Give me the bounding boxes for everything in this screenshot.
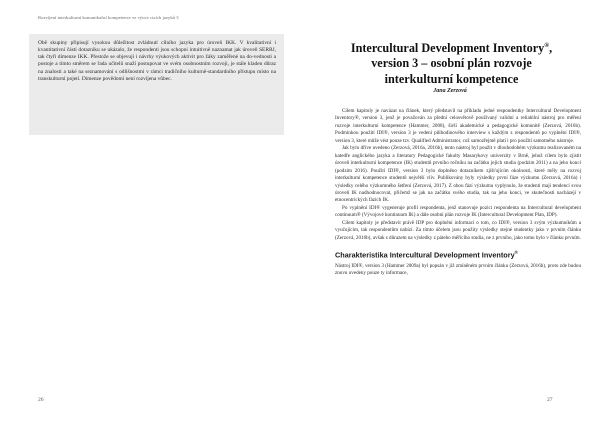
paragraph-2: Jak bylo dříve uvedeno (Zerzová, 2016a, 2016b), tento nástroj byl použit v dlouhodobém výzkumu realizovaném na katedře anglického jazyka a literatury Pedagogické fakulty Masarykovy univerzity v Brně, jehož cílem bylo zjistit úroveň interkulturní kompetence (IK) studentů prvního ročníku na začátku jejich studia (podzim 2011) a na jeho konci (podzim 2016). Použití IDI®, version 3 bylo doplněno dotazníkem zjišťujícím okolnosti, které měly na rozvoj interkulturní kompetence studentů největší vliv. Publikovány byly výsledky první fáze výzkumu (Zerzová, 2016a) i výsledky celého výzkumného šetření (Zerzová, 2017). Z obou fází výzkumu vyplynulo, že studenti mají tendenci svou úroveň IK nadhodnocovat, přičemž se jak na začátku svého studia, tak na jeho konci, ve skutečnosti nacházejí v etnocentrických fázích IK. — [335, 145, 581, 204]
page-number-left: 26 — [38, 397, 44, 403]
author-name: Jana Zerzová — [433, 88, 467, 94]
right-page — [300, 0, 600, 426]
title-registered-mark: ® — [544, 42, 550, 49]
section-registered-mark: ® — [514, 250, 518, 256]
article-body — [335, 108, 581, 278]
article-title: Intercultural Development Inventory®, version 3 – osobní plán rozvoje interkulturní kompetence — [350, 41, 553, 86]
title-line-2: version 3 – osobní plán rozvoje — [371, 56, 532, 71]
paragraph-3: Po vyplnění IDI® vygeneruje profil respondenta, jenž stanovuje pozici respondenta na Intercultural development continuum® (Vývojové kontinuum IK) a dále osobní plán rozvoje IK (Intercultural Development Plan, IDP). — [335, 204, 581, 219]
summary-text: Obě skupiny připisují vysokou důležitost zvládnutí cílního jazyka pro úroveň IKK. V kvalitativní i kvantitativní části dotazníku se ukázalo, že respondenti jsou schopni intuitivně naznamat jak úroveň SERRJ, tak čtyři dimenze IKK. Přestože se objevují i návrhy výukových aktivit pro žáky zaměřené na do-vednosti a postoje a tímto směrem se řada učitelů snaží postupovat ve svém osobnostním rozvoji, je stále kladen důraz na znalosti a také na seznamování s odlišnostmi v rámci tradičního kulturně-standardního přístupu místo na transkulturní pojetí. Dimenze povědomí není rozvíjena vůbec. — [38, 40, 276, 82]
paragraph-1: Cílem kapitoly je navázat na článek, který představil na příkladu jedné respondentky Intercultural Development Inventory®, version 3, jenž je považován za přední celosvětově používaný validní a reliabilní nástroj pro měření rozvoje interkulturní kompetence (Hammer, 2008), širší akademické a pedagogické komunitě (Zerzová, 2016b). Podmínkou použití IDI®, version 3 je vedení půlhodinového interview s každým z respondentů po vyplnění IDI®, version 3, které může vést pouze tzv. Qualified Administrator, což samozřejmě platí i pro použití samotného nástroje. — [335, 108, 581, 144]
page-number-right: 27 — [547, 397, 553, 403]
title-line-3: interkulturní kompetence — [384, 71, 519, 86]
title-line-1: Intercultural Development Inventory — [350, 41, 545, 56]
paragraph-4: Cílem kapitoly je představit právě IDP pro doplnění informací o tom, co IDI®, version 3 svým výzkumníkům a vyučujícím, tak respondentům nabízí. Za tímto účelem jsou použity výsledky stejné studentky jako v prvním článku (Zerzová, 2016b), avšak s důrazem na výsledky z páteho měřícího studia, ne z prvního, jako tomu bylo v článku prvním. — [335, 219, 581, 241]
section-heading — [335, 249, 581, 259]
summary-box — [29, 34, 284, 135]
running-head: Rozvíjení interkulturní komunikační kompetence ve výuce cizích jazyků 3 — [38, 15, 179, 20]
paragraph-5: Nástroj IDI®, version 3 (Hammer 2009a) byl popsán v již zmíněném prvním článku (Zerzová, 2016b), proto zde budou znovu uvedeny pouze ty informace, — [335, 263, 581, 277]
section-heading-text: Charakteristika Intercultural Development Inventory — [335, 250, 515, 260]
